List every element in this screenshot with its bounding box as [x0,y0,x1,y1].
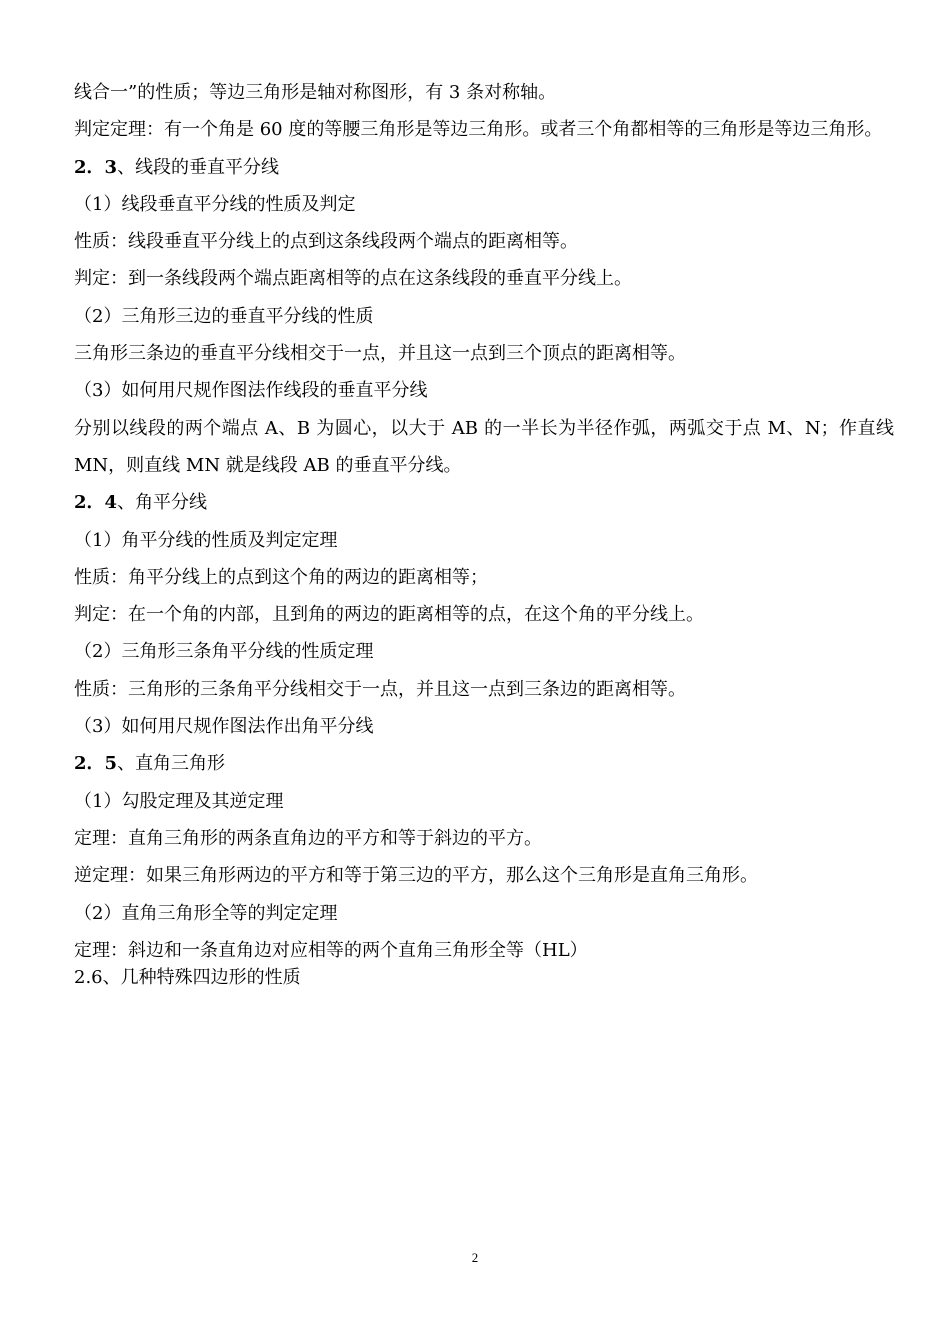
section-heading-2-4 [74,484,894,521]
text-line: 性质：角平分线上的点到这个角的两边的距离相等； [74,566,488,588]
separator: 、 [117,753,136,775]
section-title: 角平分线 [135,492,208,514]
text-line: 判定定理：有一个角是 60 度的等腰三角形是等边三角形。或者三个角都相等的三角形是等边三角形。 [74,119,883,141]
section-title: 线段的垂直平分线 [135,156,280,178]
text-line: 定理：斜边和一条直角边对应相等的两个直角三角形全等（HL） [74,939,588,961]
section-number: 2．5 [74,753,118,775]
section-number: 2．3 [74,156,118,178]
subsection-heading: （2）三角形三条角平分线的性质定理 [74,641,374,663]
section-heading-2-3 [74,149,894,186]
document-page [74,74,894,991]
text-line: 判定：到一条线段两个端点距离相等的点在这条线段的垂直平分线上。 [74,268,632,290]
subsection-heading: （1）勾股定理及其逆定理 [74,790,284,812]
subsection-heading: （3）如何用尺规作图法作出角平分线 [74,716,374,738]
separator: 、 [117,156,136,178]
subsection-heading: （1）线段垂直平分线的性质及判定 [74,193,356,215]
text-line: 定理：直角三角形的两条直角边的平方和等于斜边的平方。 [74,827,542,849]
section-title: 直角三角形 [135,753,226,775]
text-line: 线合一”的性质；等边三角形是轴对称图形，有 3 条对称轴。 [74,82,557,103]
section-number: 2．4 [74,492,118,514]
page-number: 2 [471,1250,479,1265]
subsection-heading: （2）三角形三边的垂直平分线的性质 [74,305,374,327]
separator: 、 [117,492,136,514]
section-heading-2-6: 2.6、几种特殊四边形的性质 [74,967,301,989]
text-line: 分别以线段的两个端点 A、B 为圆心，以大于 AB 的一半长为半径作弧，两弧交于点 M、N；作直线 MN，则直线 MN 就是线段 AB 的垂直平分线。 [74,417,894,476]
text-line: 性质：三角形的三条角平分线相交于一点，并且这一点到三条边的距离相等。 [74,678,686,700]
subsection-heading: （2）直角三角形全等的判定定理 [74,902,338,924]
subsection-heading: （1）角平分线的性质及判定定理 [74,529,338,551]
text-line: 判定：在一个角的内部，且到角的两边的距离相等的点，在这个角的平分线上。 [74,604,704,626]
text-line: 性质：线段垂直平分线上的点到这条线段两个端点的距离相等。 [74,231,578,253]
subsection-heading: （3）如何用尺规作图法作线段的垂直平分线 [74,380,428,402]
text-line: 三角形三条边的垂直平分线相交于一点，并且这一点到三个顶点的距离相等。 [74,343,686,365]
text-line: 逆定理：如果三角形两边的平方和等于第三边的平方，那么这个三角形是直角三角形。 [74,865,758,887]
section-heading-2-5 [74,745,894,782]
